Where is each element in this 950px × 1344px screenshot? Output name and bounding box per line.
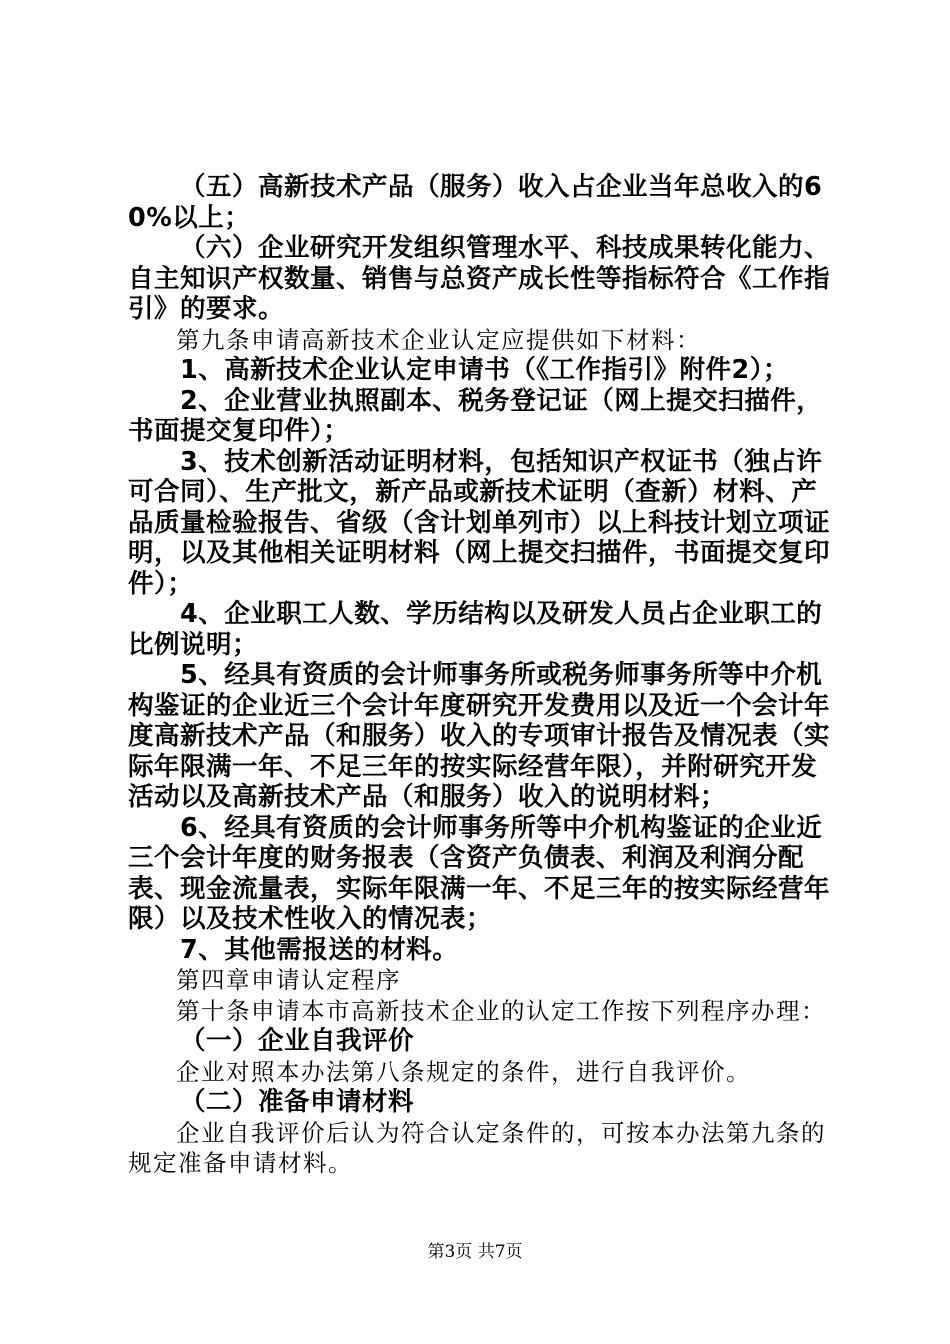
step-2-heading: （二）准备申请材料: [180, 1087, 415, 1117]
step-2-text: 企业自我评价后认为符合认定条件的，可按本办法第九条的规定准备申请材料。: [128, 1118, 826, 1177]
paragraph-item-6: （六）企业研究开发组织管理水平、科技成果转化能力、自主知识产权数量、销售与总资产成长性等指标符合《工作指引》的要求。: [128, 233, 831, 324]
chapter-4-heading: 第四章申请认定程序: [176, 966, 401, 994]
material-item-1: 1、高新技术企业认定申请书（《工作指引》附件2）；: [180, 355, 789, 385]
document-body: [128, 172, 834, 1179]
article-10-heading: 第十条申请本市高新技术企业的认定工作按下列程序办理：: [176, 996, 826, 1025]
step-1-text: 企业对照本办法第八条规定的条件，进行自我评价。: [176, 1057, 751, 1086]
material-item-4: 4、企业职工人数、学历结构以及研发人员占企业职工的比例说明；: [128, 599, 823, 660]
page-number-footer: 第3页 共7页: [427, 1242, 523, 1262]
material-item-6: 6、经具有资质的会计师事务所等中介机构鉴证的企业近三个会计年度的财务报表（含资产负债表、利润及利润分配表、现金流量表，实际年限满一年、不足三年的按实际经营年限）以及技术性收入的情况表；: [128, 812, 831, 934]
step-1-heading: （一）企业自我评价: [180, 1026, 415, 1056]
material-item-7: 7、其他需报送的材料。: [180, 934, 459, 965]
material-item-5: 5、经具有资质的会计师事务所或税务师事务所等中介机构鉴证的企业近三个会计年度研究开发费用以及近一个会计年度高新技术产品（和服务）收入的专项审计报告及情况表（实际年限满一年、不足三年的按实际经营年限），并附研究开发活动以及高新技术产品（和服务）收入的说明材料；: [128, 660, 831, 812]
material-item-2: 2、企业营业执照副本、税务登记证（网上提交扫描件，书面提交复印件）；: [128, 385, 823, 446]
material-item-3: 3、技术创新活动证明材料，包括知识产权证书（独占许可合同）、生产批文，新产品或新技术证明（查新）材料、产品质量检验报告、省级（含计划单列市）以上科技计划立项证明，以及其他相关证明材料（网上提交扫描件，书面提交复印件）；: [128, 446, 831, 599]
article-9-heading: 第九条申请高新技术企业认定应提供如下材料：: [176, 325, 701, 354]
paragraph-item-5: （五）高新技术产品（服务）收入占企业当年总收入的60%以上；: [128, 172, 823, 233]
